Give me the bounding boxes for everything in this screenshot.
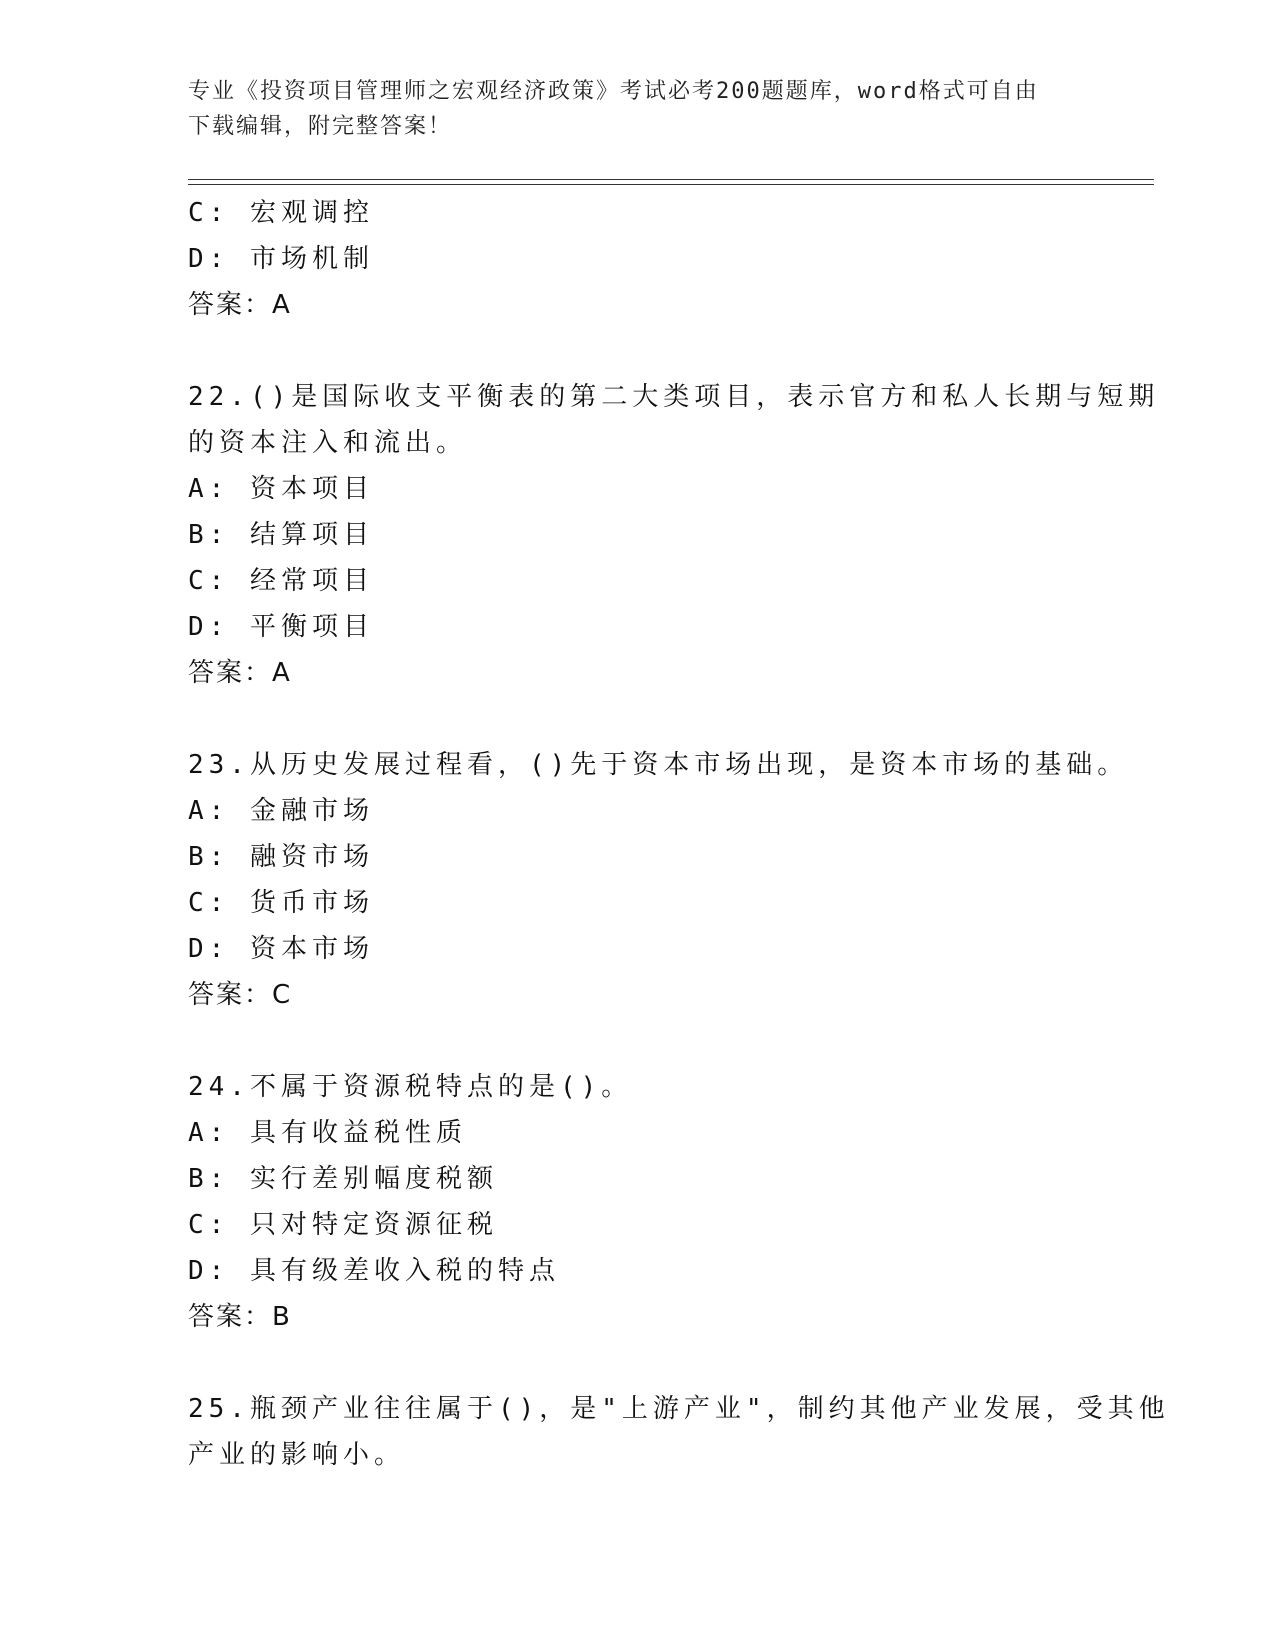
answer-text: 答案：C: [188, 980, 293, 1010]
option-b: B: 结算项目: [188, 520, 374, 550]
header-divider-top: [188, 179, 1154, 180]
document-header: [188, 74, 1088, 144]
option-d: D: 资本市场: [188, 934, 374, 964]
option-c: C: 只对特定资源征税: [188, 1210, 498, 1240]
option-b: B: 实行差别幅度税额: [188, 1164, 498, 1194]
question-25: [188, 1386, 1170, 1478]
spacer: [188, 696, 1108, 742]
question-text-line-1: 22.()是国际收支平衡表的第二大类项目，表示官方和私人长期与短期: [188, 382, 1160, 412]
question-text-line-1: 23.从历史发展过程看，()先于资本市场出现，是资本市场的基础。: [188, 750, 1129, 780]
option-c: C: 宏观调控: [188, 198, 374, 228]
header-divider-bottom: [188, 184, 1154, 185]
question-21-tail: [188, 190, 1108, 328]
answer-text: 答案：B: [188, 1302, 292, 1332]
question-text-line-1: 24.不属于资源税特点的是()。: [188, 1072, 633, 1102]
header-title-line-2: 下载编辑，附完整答案！: [188, 114, 453, 139]
option-d: D: 具有级差收入税的特点: [188, 1256, 560, 1286]
answer-text: 答案：A: [188, 658, 292, 688]
question-22: [188, 374, 1160, 696]
option-c: C: 货币市场: [188, 888, 374, 918]
option-d: D: 市场机制: [188, 244, 374, 274]
question-list: [188, 190, 1170, 1478]
option-a: A: 资本项目: [188, 474, 374, 504]
option-a: A: 具有收益税性质: [188, 1118, 467, 1148]
option-d: D: 平衡项目: [188, 612, 374, 642]
question-text-line-1: 25.瓶颈产业往往属于()，是"上游产业"，制约其他产业发展，受其他: [188, 1394, 1170, 1424]
question-text-line-2: 的资本注入和流出。: [188, 428, 468, 458]
option-c: C: 经常项目: [188, 566, 374, 596]
option-b: B: 融资市场: [188, 842, 374, 872]
answer-text: 答案：A: [188, 290, 292, 320]
question-23: [188, 742, 1129, 1018]
question-text-line-2: 产业的影响小。: [188, 1440, 406, 1470]
spacer: [188, 1340, 1108, 1386]
question-24: [188, 1064, 1108, 1340]
option-a: A: 金融市场: [188, 796, 374, 826]
spacer: [188, 328, 1108, 374]
spacer: [188, 1018, 1108, 1064]
header-title-line-1: 专业《投资项目管理师之宏观经济政策》考试必考200题题库，word格式可自由: [188, 79, 1039, 104]
